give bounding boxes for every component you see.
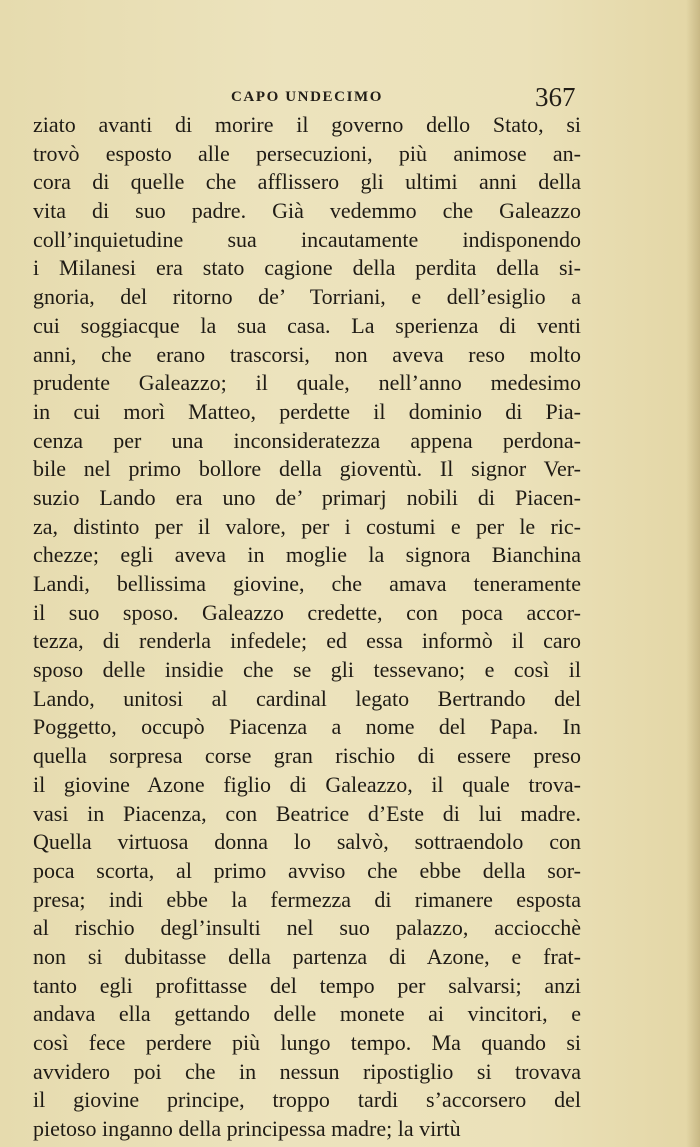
text-line: anni, che erano trascorsi, non aveva reso molto xyxy=(33,341,581,367)
running-head xyxy=(0,84,700,114)
text-line: il giovine principe, troppo tardi s’accorsero del xyxy=(33,1087,581,1113)
text-line: trovò esposto alle persecuzioni, più animose an- xyxy=(33,140,581,166)
chapter-title: CAPO UNDECIMO xyxy=(231,89,384,105)
text-line: tanto egli profittasse del tempo per salvarsi; anzi xyxy=(33,972,581,998)
text-line: in cui morì Matteo, perdette il dominio di Pia- xyxy=(33,398,581,424)
text-line: Lando, unitosi al cardinal legato Bertrando del xyxy=(33,685,581,711)
text-line: bile nel primo bollore della gioventù. Il signor Ver- xyxy=(33,456,581,482)
text-line: così fece perdere più lungo tempo. Ma quando si xyxy=(33,1030,581,1055)
text-line: cenza per una inconsideratezza appena perdona- xyxy=(33,427,581,453)
text-line: vita di suo padre. Già vedemmo che Galeazzo xyxy=(33,198,581,224)
text-line: suzio Lando era uno de’ primarj nobili di Piacen- xyxy=(33,484,581,510)
text-line: Poggetto, occupò Piacenza a nome del Papa. In xyxy=(33,714,581,740)
text-line: andava ella gettando delle monete ai vincitori, e xyxy=(33,1001,581,1027)
text-line: cora di quelle che afflissero gli ultimi anni della xyxy=(33,169,581,195)
text-line: tezza, di renderla infedele; ed essa informò il caro xyxy=(33,628,581,654)
text-line: ziato avanti di morire il governo dello Stato, si xyxy=(33,112,581,137)
text-line: Landi, bellissima giovine, che amava teneramente xyxy=(33,571,581,596)
text-line: gnoria, del ritorno de’ Torriani, e dell’esiglio a xyxy=(33,284,581,310)
text-line: il giovine Azone figlio di Galeazzo, il quale trova- xyxy=(33,771,581,797)
text-line: sposo delle insidie che se gli tessevano; e così il xyxy=(33,657,581,683)
text-line: za, distinto per il valore, per i costumi e per le ric- xyxy=(33,513,581,539)
page-number: 367 xyxy=(535,82,576,112)
text-line: al rischio degl’insulti nel suo palazzo, acciocchè xyxy=(33,915,581,941)
text-line: quella sorpresa corse gran rischio di essere preso xyxy=(33,743,581,769)
text-line: non si dubitasse della partenza di Azone, e frat- xyxy=(33,943,581,969)
text-line: i Milanesi era stato cagione della perdita della si- xyxy=(33,255,581,281)
text-line: poca scorta, al primo avviso che ebbe della sor- xyxy=(33,857,581,883)
text-line: vasi in Piacenza, con Beatrice d’Este di lui madre. xyxy=(33,800,581,826)
text-line: prudente Galeazzo; il quale, nell’anno medesimo xyxy=(33,370,581,396)
page-edge-shadow xyxy=(686,0,700,1147)
text-line: il suo sposo. Galeazzo credette, con poca accor- xyxy=(33,599,581,625)
body-text xyxy=(33,111,581,1144)
text-line: chezze; egli aveva in moglie la signora Bianchina xyxy=(33,542,581,568)
text-line: presa; indi ebbe la fermezza di rimanere esposta xyxy=(33,886,581,912)
text-line: coll’inquietudine sua incautamente indisponendo xyxy=(33,226,581,252)
text-line: avvidero poi che in nessun ripostiglio si trovava xyxy=(33,1058,581,1084)
text-line: Quella virtuosa donna lo salvò, sottraendolo con xyxy=(33,829,581,855)
text-line: cui soggiacque la sua casa. La sperienza di venti xyxy=(33,312,581,338)
text-line: pietoso inganno della principessa madre; la virtù xyxy=(33,1116,461,1142)
